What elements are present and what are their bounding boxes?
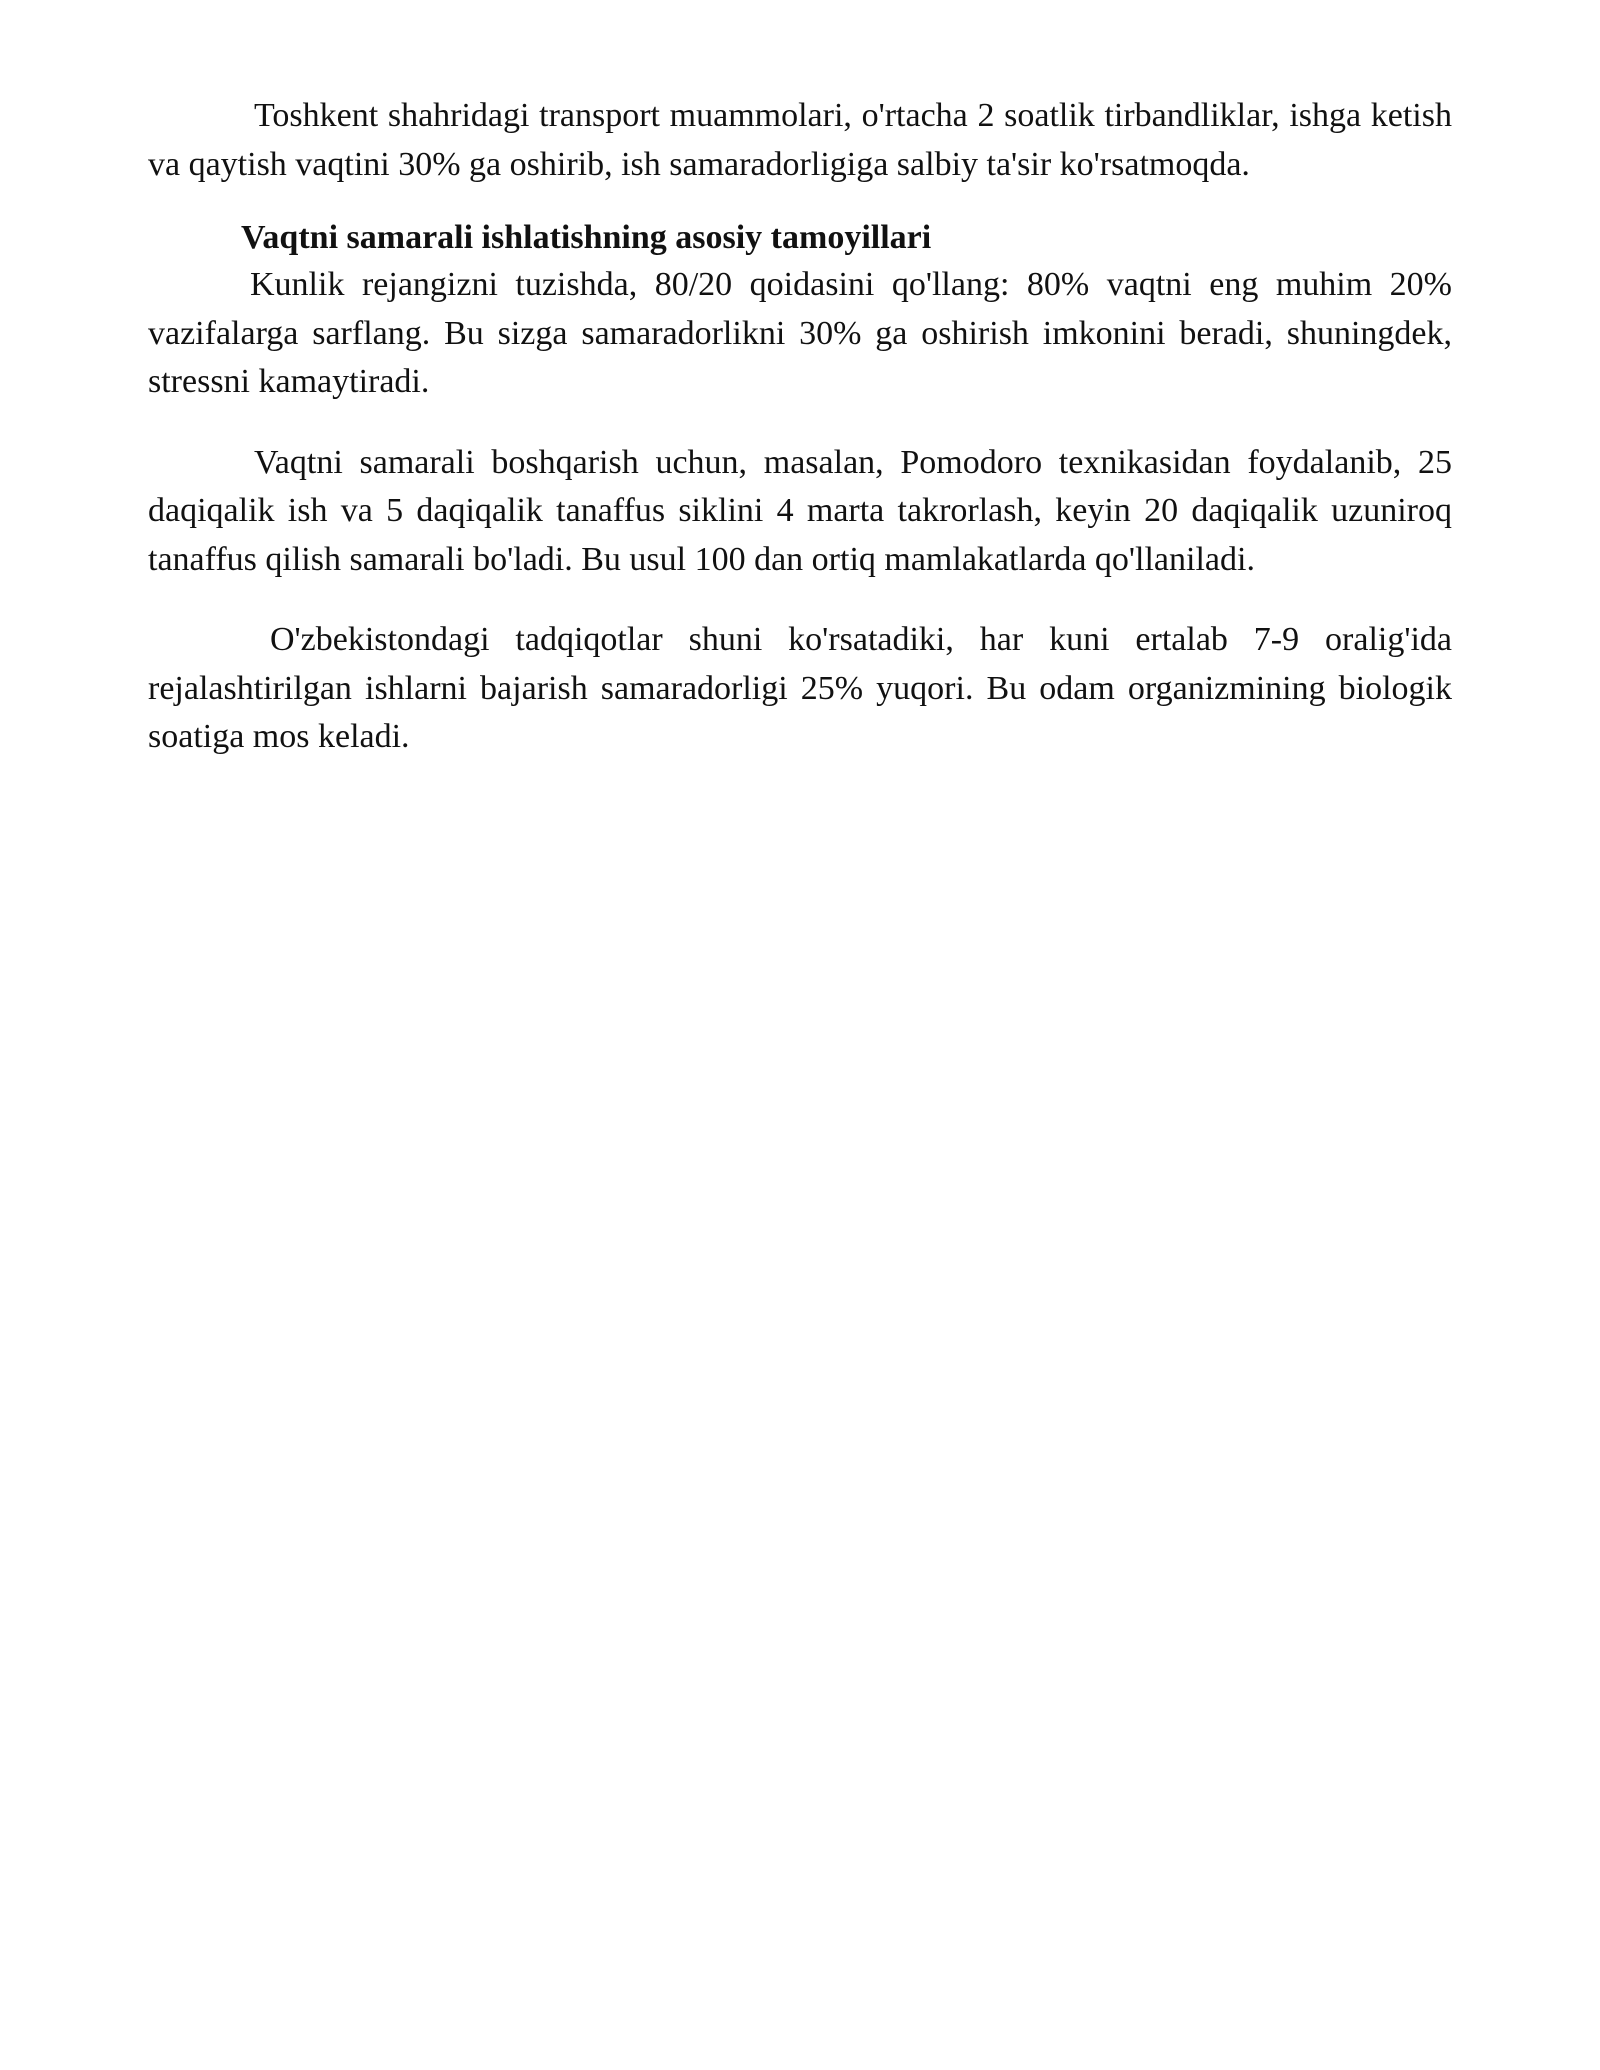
paragraph-research: O'zbekistondagi tadqiqotlar shuni ko'rsatadiki, har kuni ertalab 7-9 oralig'ida rejalashtirilgan ishlarni bajarish samaradorligi 25% yuqori. Bu odam organizmining biologik soatiga mos keladi. <box>148 621 1452 755</box>
paragraph-transport: Toshkent shahridagi transport muammolari, o'rtacha 2 soatlik tirbandliklar, ishga ketish va qaytish vaqtini 30% ga oshirib, ish samaradorligiga salbiy ta'sir ko'rsatmoqda. <box>148 97 1452 183</box>
document-body <box>148 92 1452 762</box>
paragraph-pomodoro: Vaqtni samarali boshqarish uchun, masalan, Pomodoro texnikasidan foydalanib, 25 daqiqalik ish va 5 daqiqalik tanaffus siklini 4 marta takrorlash, keyin 20 daqiqalik uzuniroq tanaffus qilish samarali bo'ladi. Bu usul 100 dan ortiq mamlakatlarda qo'llaniladi. <box>148 443 1452 578</box>
section-heading: Vaqtni samarali ishlatishning asosiy tamoyillari <box>241 219 932 256</box>
paragraph-80-20-rule: Kunlik rejangizni tuzishda, 80/20 qoidasini qo'llang: 80% vaqtni eng muhim 20% vazifalarga sarflang. Bu sizga samaradorlikni 30% ga oshirish imkonini beradi, shuningdek, stressni kamaytiradi. <box>148 266 1452 400</box>
